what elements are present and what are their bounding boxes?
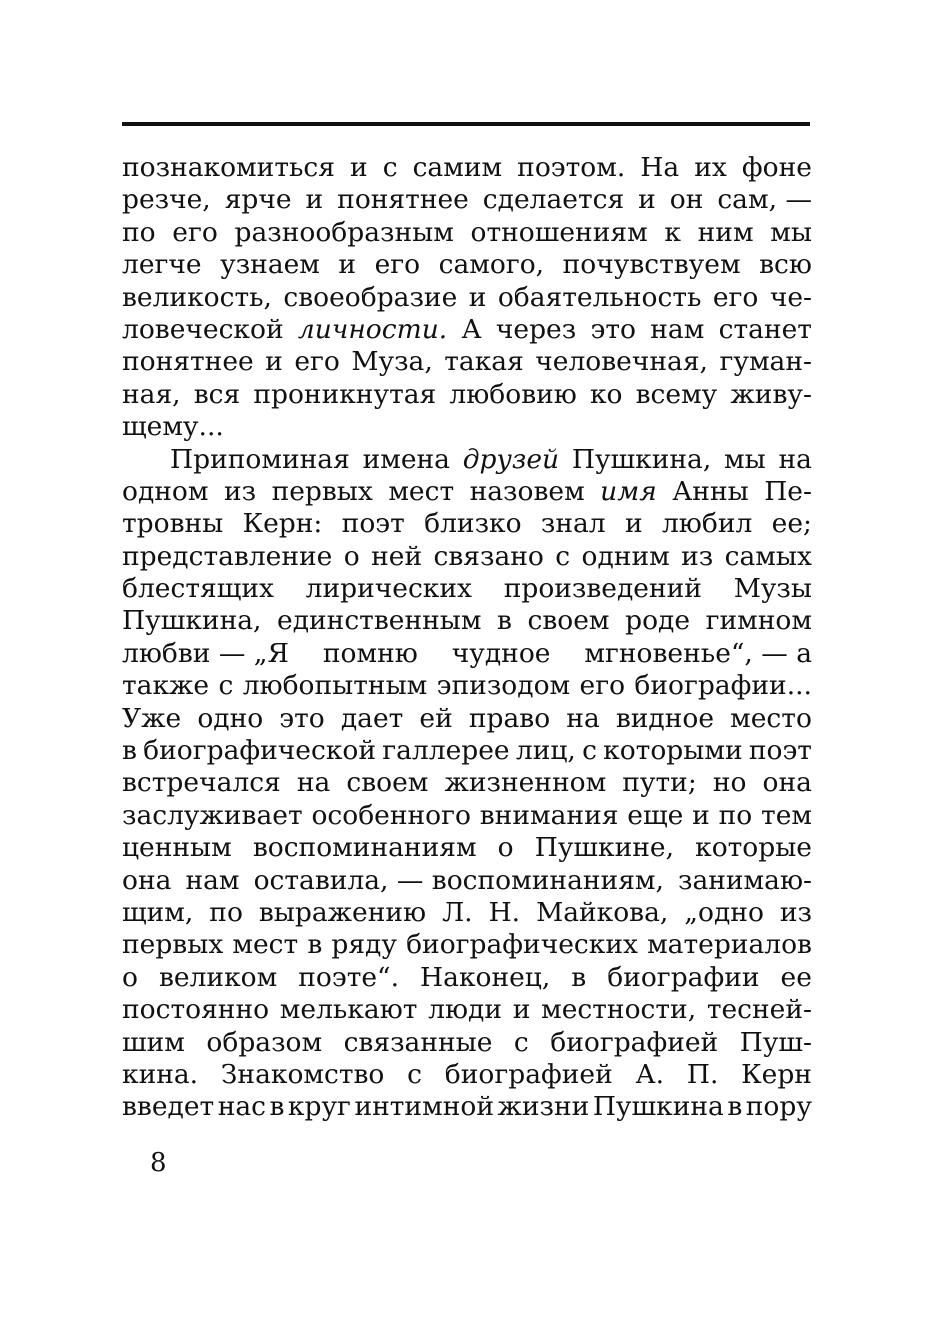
word: в xyxy=(571,961,587,993)
word: произведений xyxy=(503,573,702,605)
word: встречался xyxy=(122,767,281,799)
word: станет xyxy=(718,313,812,345)
text-line xyxy=(122,638,812,670)
text-line xyxy=(122,184,812,216)
word: поэт xyxy=(748,735,812,767)
word: видное xyxy=(615,702,715,734)
word: и xyxy=(638,184,656,216)
word: узнаем xyxy=(220,249,320,281)
word: о xyxy=(343,540,360,572)
word: гуман- xyxy=(719,346,812,378)
word: одном xyxy=(122,475,209,507)
word: введет xyxy=(122,1091,215,1123)
word: к xyxy=(664,216,681,248)
word: жизненном xyxy=(444,767,607,799)
word: ним xyxy=(697,216,754,248)
word: ярче xyxy=(224,184,292,216)
word: через xyxy=(495,313,577,345)
word: но xyxy=(712,767,747,799)
word: право xyxy=(468,702,551,734)
text-line xyxy=(122,897,812,929)
word: по xyxy=(209,896,243,928)
word: в xyxy=(269,1091,285,1123)
word: внимания xyxy=(479,799,619,831)
word: на xyxy=(778,443,812,475)
text-line xyxy=(122,444,812,476)
word: щим, xyxy=(122,896,194,928)
word: одно xyxy=(197,702,264,734)
word: На xyxy=(640,152,680,183)
word: Пе- xyxy=(764,475,812,507)
word: лирических xyxy=(305,573,472,605)
word: о xyxy=(497,832,514,864)
word: Пушкине, xyxy=(534,832,675,864)
word: галлерее xyxy=(382,735,510,767)
word: щему... xyxy=(122,411,224,443)
word: пути; xyxy=(622,767,697,799)
word: круг xyxy=(287,1091,351,1123)
word: биографических xyxy=(406,929,638,961)
word: занимаю- xyxy=(677,864,812,896)
text-line xyxy=(122,476,812,508)
word: и xyxy=(692,799,710,831)
word: отношениям xyxy=(470,216,648,248)
word: их xyxy=(694,152,727,183)
word: Л. xyxy=(442,896,473,928)
word: всю xyxy=(759,249,812,281)
word: гимном xyxy=(705,605,812,637)
word: из xyxy=(681,540,714,572)
text-line xyxy=(122,508,812,540)
word: на xyxy=(296,767,331,799)
word: и xyxy=(265,346,283,378)
word: мест xyxy=(388,475,455,507)
word: жизни xyxy=(497,1091,590,1123)
word: своем xyxy=(346,767,429,799)
word: из xyxy=(223,475,257,507)
word: поэтом. xyxy=(517,152,626,183)
word: образом xyxy=(206,1026,323,1058)
word: биографии xyxy=(607,961,760,993)
word: нам xyxy=(185,864,240,896)
word: пору xyxy=(745,1091,812,1123)
word: о xyxy=(122,961,138,993)
word: люди xyxy=(428,994,503,1026)
word: Муза, xyxy=(351,346,433,378)
word: ценным xyxy=(122,832,232,864)
word: и xyxy=(305,184,324,216)
word: ко xyxy=(589,378,623,410)
word: обаятельность xyxy=(497,281,702,313)
word: помню xyxy=(322,637,418,669)
word: поэт xyxy=(341,508,405,540)
text-line xyxy=(122,767,812,799)
word: резче, xyxy=(122,184,211,216)
text-line xyxy=(122,1059,812,1091)
word: тем xyxy=(761,799,812,831)
word: первых xyxy=(271,475,373,507)
word: первых xyxy=(122,929,224,961)
word: биографии... xyxy=(634,670,812,702)
text-line xyxy=(122,152,812,184)
word: великом xyxy=(158,961,278,993)
word: Музы xyxy=(733,573,812,605)
word: воспоминаниям xyxy=(252,832,477,864)
word: сделается xyxy=(482,184,625,216)
word: живу- xyxy=(730,378,812,410)
word: всему xyxy=(635,378,718,410)
word: и xyxy=(624,508,643,540)
word: Знакомство xyxy=(220,1058,385,1090)
word: А xyxy=(461,313,482,345)
text-line xyxy=(122,703,812,735)
text-line xyxy=(122,735,812,767)
text-line xyxy=(122,1091,812,1123)
word: с xyxy=(218,670,234,702)
text-line xyxy=(122,670,812,702)
word: П. xyxy=(686,1058,719,1090)
word: такая xyxy=(444,346,524,378)
word: место xyxy=(730,702,812,734)
word: по xyxy=(122,216,156,248)
word: это xyxy=(590,313,636,345)
word: еще xyxy=(627,799,684,831)
word: самим xyxy=(412,152,503,183)
word: Майкова, xyxy=(536,896,669,928)
word: самого, xyxy=(438,249,545,281)
word: вся xyxy=(193,378,241,410)
word: понятнее xyxy=(122,346,254,378)
word: оставила, — воспоминаниям, xyxy=(253,864,664,896)
word: мест xyxy=(232,929,299,961)
word: мелькают xyxy=(279,994,418,1026)
word: любопытным xyxy=(242,670,428,702)
word: Пушкина xyxy=(592,1091,724,1123)
word: Пушкина, xyxy=(571,443,712,475)
word: материалов xyxy=(647,929,812,961)
word: сам, — xyxy=(717,184,812,216)
word: также xyxy=(122,670,210,702)
word: своем xyxy=(527,605,610,637)
word: Керн: xyxy=(242,508,323,540)
word: местности, xyxy=(541,994,697,1026)
word: А. xyxy=(635,1058,665,1090)
word: ей xyxy=(419,702,453,734)
word: „одно xyxy=(684,896,764,928)
word: своеобразие xyxy=(283,281,458,313)
word: которыми xyxy=(603,735,743,767)
word: представление xyxy=(122,540,333,572)
word: в xyxy=(122,735,137,767)
word: ряду xyxy=(331,929,397,961)
word: с xyxy=(555,540,571,572)
text-line xyxy=(122,573,812,605)
word: познакомиться xyxy=(122,152,335,183)
word: великость, xyxy=(122,281,272,313)
word: одним xyxy=(581,540,670,572)
word: Пушкина, xyxy=(122,605,262,637)
word: она xyxy=(762,767,812,799)
word: в xyxy=(497,605,512,637)
word: нас xyxy=(217,1091,266,1123)
text-line xyxy=(122,994,812,1026)
word: биографической xyxy=(143,735,377,767)
word: особенного xyxy=(311,799,471,831)
text-line xyxy=(122,800,812,832)
header-rule xyxy=(122,122,810,126)
word: любовию xyxy=(449,378,577,410)
word: назовем xyxy=(469,475,585,507)
word: с xyxy=(407,1058,423,1090)
word: имена xyxy=(362,443,450,475)
word: Пуш- xyxy=(739,1026,812,1058)
word: его xyxy=(712,281,759,313)
text-line xyxy=(122,282,812,314)
text-line xyxy=(122,605,812,637)
text-line xyxy=(122,865,812,897)
word: связано xyxy=(433,540,544,572)
word: на xyxy=(566,702,600,734)
word: биографией xyxy=(550,1026,719,1058)
word: заслуживает xyxy=(122,799,303,831)
word: Уже xyxy=(122,702,182,734)
word: которые xyxy=(695,832,812,864)
word: биографией xyxy=(444,1058,613,1090)
word: чудное xyxy=(451,637,551,669)
word: друзей xyxy=(462,443,560,475)
text-line xyxy=(122,314,812,346)
word: она xyxy=(122,864,172,896)
text-line xyxy=(122,411,812,443)
word: понятнее xyxy=(337,184,469,216)
text-line xyxy=(122,962,812,994)
text-line xyxy=(122,217,812,249)
word: в xyxy=(727,1091,743,1123)
word: ная, xyxy=(122,378,181,410)
word: связанные xyxy=(343,1026,493,1058)
word: Наконец, xyxy=(420,961,551,993)
word: Керн xyxy=(741,1058,812,1090)
word: личности. xyxy=(297,313,448,345)
word: тровны xyxy=(122,508,224,540)
word: нам xyxy=(650,313,705,345)
word: роде xyxy=(625,605,691,637)
word: почувствуем xyxy=(562,249,741,281)
text-line xyxy=(122,249,812,281)
body-text xyxy=(122,152,812,1124)
word: из xyxy=(779,896,812,928)
word: Н. xyxy=(488,896,521,928)
word: лиц, xyxy=(515,735,576,767)
text-line xyxy=(122,832,812,864)
text-line xyxy=(122,929,812,961)
word: он xyxy=(669,184,704,216)
word: самых xyxy=(724,540,812,572)
word: это xyxy=(279,702,325,734)
word: в xyxy=(307,929,323,961)
word: близко xyxy=(424,508,522,540)
word: его xyxy=(172,216,218,248)
word: выражению xyxy=(258,896,427,928)
word: тесней- xyxy=(706,994,812,1026)
word: мгновенье“, — а xyxy=(584,637,812,669)
word: шим xyxy=(122,1026,185,1058)
word: проникнутая xyxy=(253,378,437,410)
word: имя xyxy=(600,475,657,507)
word: ее xyxy=(780,961,812,993)
word: кина. xyxy=(122,1058,199,1090)
word: эпизодом xyxy=(436,670,571,702)
word: его xyxy=(374,249,421,281)
word: человечная, xyxy=(535,346,708,378)
word: по xyxy=(718,799,753,831)
word: Анны xyxy=(672,475,749,507)
word: и xyxy=(350,152,368,183)
text-line xyxy=(122,1027,812,1059)
word: его xyxy=(579,670,626,702)
word: его xyxy=(294,346,340,378)
word: постоянно xyxy=(122,994,270,1026)
word: любил xyxy=(661,508,753,540)
word: легче xyxy=(122,249,202,281)
word: с xyxy=(382,152,398,183)
word: единственным xyxy=(277,605,482,637)
word: ней xyxy=(371,540,423,572)
word: и xyxy=(468,281,487,313)
word: ее; xyxy=(771,508,812,540)
word: с xyxy=(513,1026,529,1058)
word: ловеческой xyxy=(122,313,284,345)
word: и xyxy=(512,994,531,1026)
word: и xyxy=(338,249,357,281)
word: че- xyxy=(769,281,812,313)
word: фоне xyxy=(741,152,812,183)
word: разнообразным xyxy=(234,216,454,248)
word: любви — „Я xyxy=(122,637,289,669)
text-line xyxy=(122,541,812,573)
page-number: 8 xyxy=(150,1148,167,1178)
word: поэте“. xyxy=(298,961,400,993)
word: Припоминая xyxy=(170,443,350,475)
word: дает xyxy=(340,702,404,734)
word: интимной xyxy=(354,1091,494,1123)
word: с xyxy=(582,735,597,767)
word: знал xyxy=(540,508,606,540)
text-line xyxy=(122,346,812,378)
word: мы xyxy=(770,216,812,248)
text-line xyxy=(122,379,812,411)
word: блестящих xyxy=(122,573,274,605)
word: мы xyxy=(724,443,766,475)
